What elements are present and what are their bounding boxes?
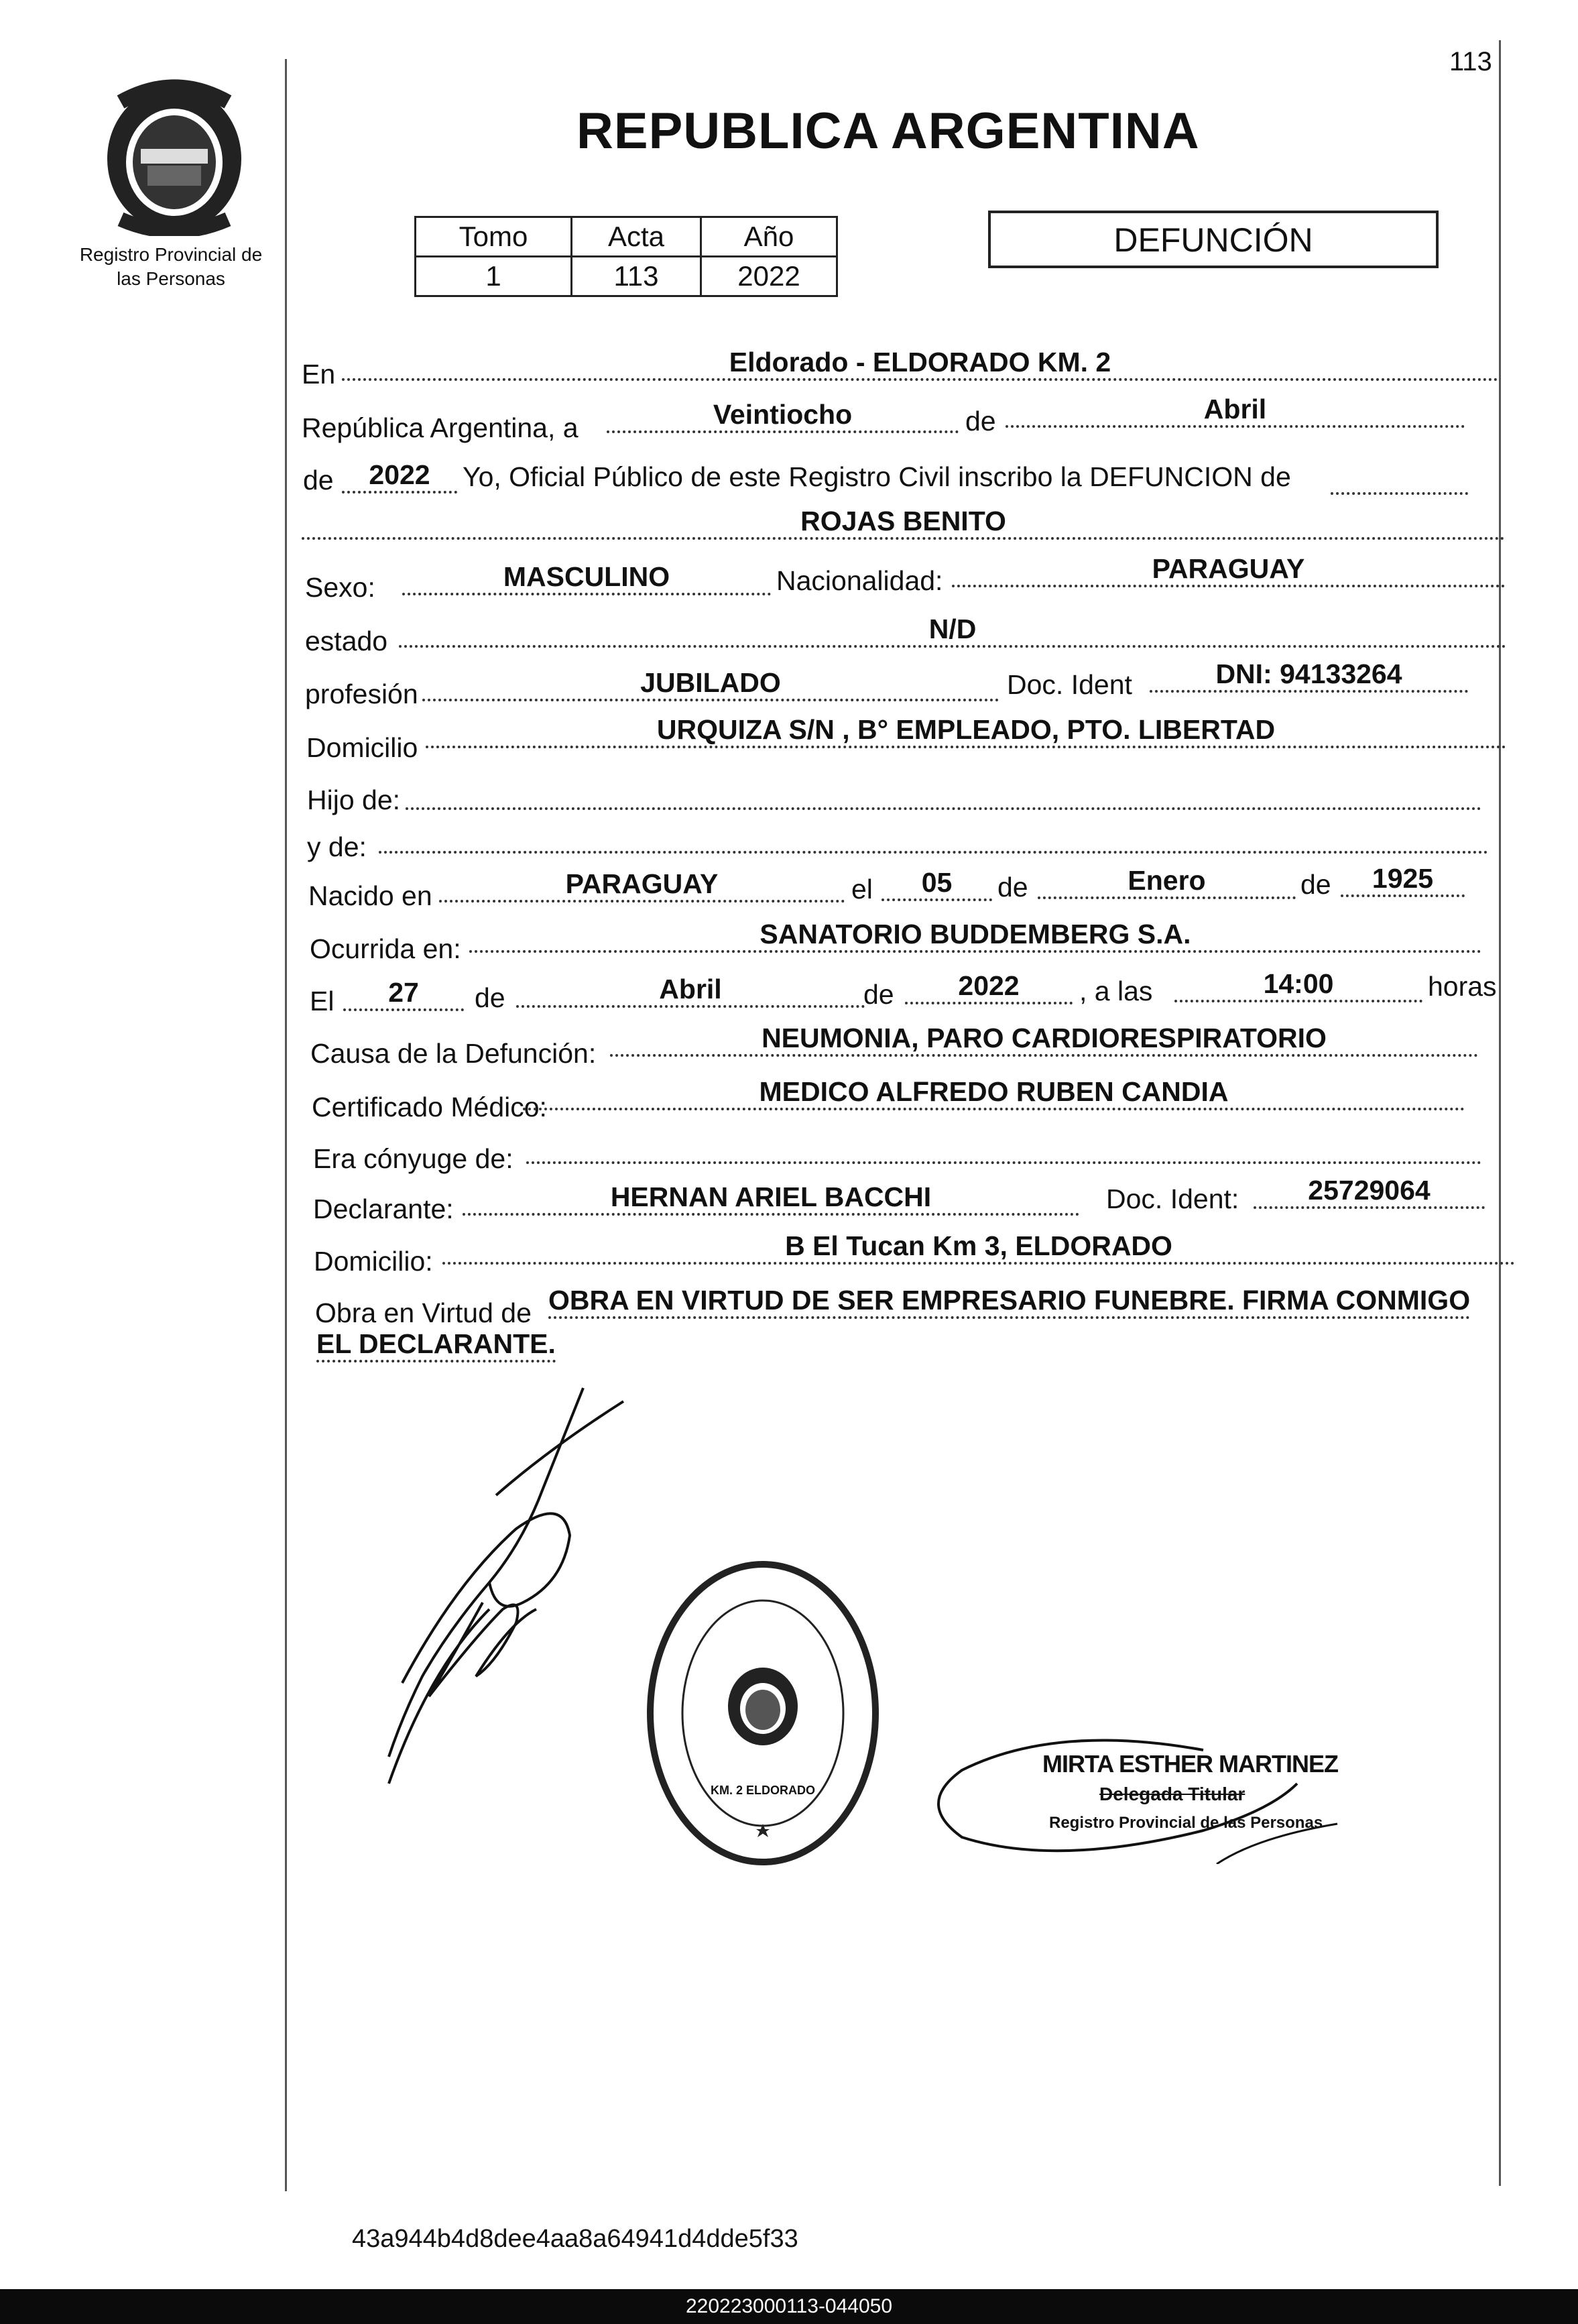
de-death-year-label: de <box>863 979 894 1010</box>
death-time-field: 14:00 <box>1174 970 1422 1002</box>
officer-name: MIRTA ESTHER MARTINEZ <box>1042 1750 1338 1778</box>
page-title: REPUBLICA ARGENTINA <box>576 103 1200 160</box>
registry-label <box>60 243 282 291</box>
place-field: Eldorado - ELDORADO KM. 2 <box>342 349 1498 381</box>
hijo-field <box>406 778 1481 810</box>
record-table <box>414 216 838 297</box>
birth-month-field: Enero <box>1038 867 1296 899</box>
officer-registry: Registro Provincial de las Personas <box>1049 1814 1323 1832</box>
el-label: el <box>851 874 873 905</box>
doc-ident2-field: 25729064 <box>1254 1177 1485 1209</box>
obra-line2: EL DECLARANTE. <box>316 1328 556 1362</box>
right-margin-line <box>1499 40 1501 2186</box>
el2-label: El <box>310 986 335 1016</box>
left-margin-line <box>285 59 287 2191</box>
doc-ident-field: DNI: 94133264 <box>1150 660 1468 693</box>
registry-label-line1: Registro Provincial de <box>79 244 263 265</box>
declarant-signature <box>322 1381 697 1797</box>
stamp-inner-text: KM. 2 ELDORADO <box>710 1784 815 1797</box>
a-las-label: , a las <box>1079 976 1153 1006</box>
estado-field: N/D <box>399 616 1506 648</box>
doc-ident2-label: Doc. Ident: <box>1106 1183 1239 1214</box>
ocurrida-label: Ocurrida en: <box>310 933 461 964</box>
en-label: En <box>302 359 336 390</box>
y-de-label: y de: <box>307 831 367 862</box>
birth-year-field: 1925 <box>1341 865 1465 897</box>
year-field: 2022 <box>342 461 457 493</box>
de-birth-year-label: de <box>1300 869 1331 900</box>
delegation-stamp <box>642 1556 884 1871</box>
acta-header: Acta <box>572 217 701 257</box>
domicilio2-label: Domicilio: <box>314 1246 433 1277</box>
deceased-name-field: ROJAS BENITO <box>302 508 1505 540</box>
republica-label: República Argentina, a <box>302 412 579 443</box>
oficial-trailing-field <box>1331 463 1468 495</box>
nacionalidad-field: PARAGUAY <box>952 555 1505 587</box>
death-month-field: Abril <box>516 976 865 1008</box>
tomo-value: 1 <box>416 257 572 296</box>
birth-day-field: 05 <box>882 869 992 901</box>
domicilio-label: Domicilio <box>306 732 418 763</box>
sexo-field: MASCULINO <box>402 563 771 595</box>
nacionalidad-label: Nacionalidad: <box>776 565 943 596</box>
month-field: Abril <box>1006 396 1465 428</box>
conyuge-field <box>526 1132 1481 1164</box>
domicilio2-field: B El Tucan Km 3, ELDORADO <box>442 1232 1515 1265</box>
document-code-bar: 220223000113-044050 <box>0 2289 1578 2324</box>
page-number: 113 <box>1449 47 1492 76</box>
estado-label: estado <box>305 626 388 656</box>
oficial-text: Yo, Oficial Público de este Registro Civil inscribo la DEFUNCION de <box>463 461 1291 492</box>
de-birth-month-label: de <box>997 872 1028 903</box>
tomo-header: Tomo <box>416 217 572 257</box>
ocurrida-field: SANATORIO BUDDEMBERG S.A. <box>469 921 1481 953</box>
doc-ident-label: Doc. Ident <box>1007 669 1132 700</box>
anio-value: 2022 <box>701 257 837 296</box>
anio-header: Año <box>701 217 837 257</box>
registry-label-line2: las Personas <box>117 268 225 289</box>
profesion-label: profesión <box>305 679 418 709</box>
acta-value: 113 <box>572 257 701 296</box>
obra-label: Obra en Virtud de <box>315 1297 532 1328</box>
death-day-field: 27 <box>343 979 464 1011</box>
cert-label: Certificado Médico: <box>312 1092 547 1122</box>
document-hash: 43a944b4d8dee4aa8a64941d4dde5f33 <box>352 2225 798 2253</box>
sexo-label: Sexo: <box>305 572 375 603</box>
cert-field: MEDICO ALFREDO RUBEN CANDIA <box>523 1078 1465 1110</box>
day-field: Veintiocho <box>607 401 959 433</box>
declarante-field: HERNAN ARIEL BACCHI <box>463 1183 1079 1216</box>
de-year-label: de <box>303 465 334 496</box>
obra-line1: OBRA EN VIRTUD DE SER EMPRESARIO FUNEBRE. FIRMA CONMIGO <box>548 1284 1470 1319</box>
nacido-field: PARAGUAY <box>439 870 845 903</box>
de-death-month-label: de <box>475 982 505 1013</box>
provincial-seal <box>94 75 255 236</box>
death-year-field: 2022 <box>905 972 1073 1004</box>
record-type-box: DEFUNCIÓN <box>988 211 1439 268</box>
hijo-label: Hijo de: <box>307 785 401 815</box>
profesion-field: JUBILADO <box>422 669 999 701</box>
causa-label: Causa de la Defunción: <box>310 1038 597 1069</box>
y-de-field <box>379 821 1488 854</box>
causa-field: NEUMONIA, PARO CARDIORESPIRATORIO <box>610 1025 1478 1057</box>
de-label: de <box>965 406 996 437</box>
domicilio-field: URQUIZA S/N , B° EMPLEADO, PTO. LIBERTAD <box>426 716 1506 748</box>
horas-label: horas <box>1428 971 1497 1002</box>
officer-title: Delegada Titular <box>1099 1784 1246 1804</box>
declarante-label: Declarante: <box>313 1194 454 1224</box>
nacido-label: Nacido en <box>308 880 432 911</box>
conyuge-label: Era cónyuge de: <box>313 1143 513 1174</box>
